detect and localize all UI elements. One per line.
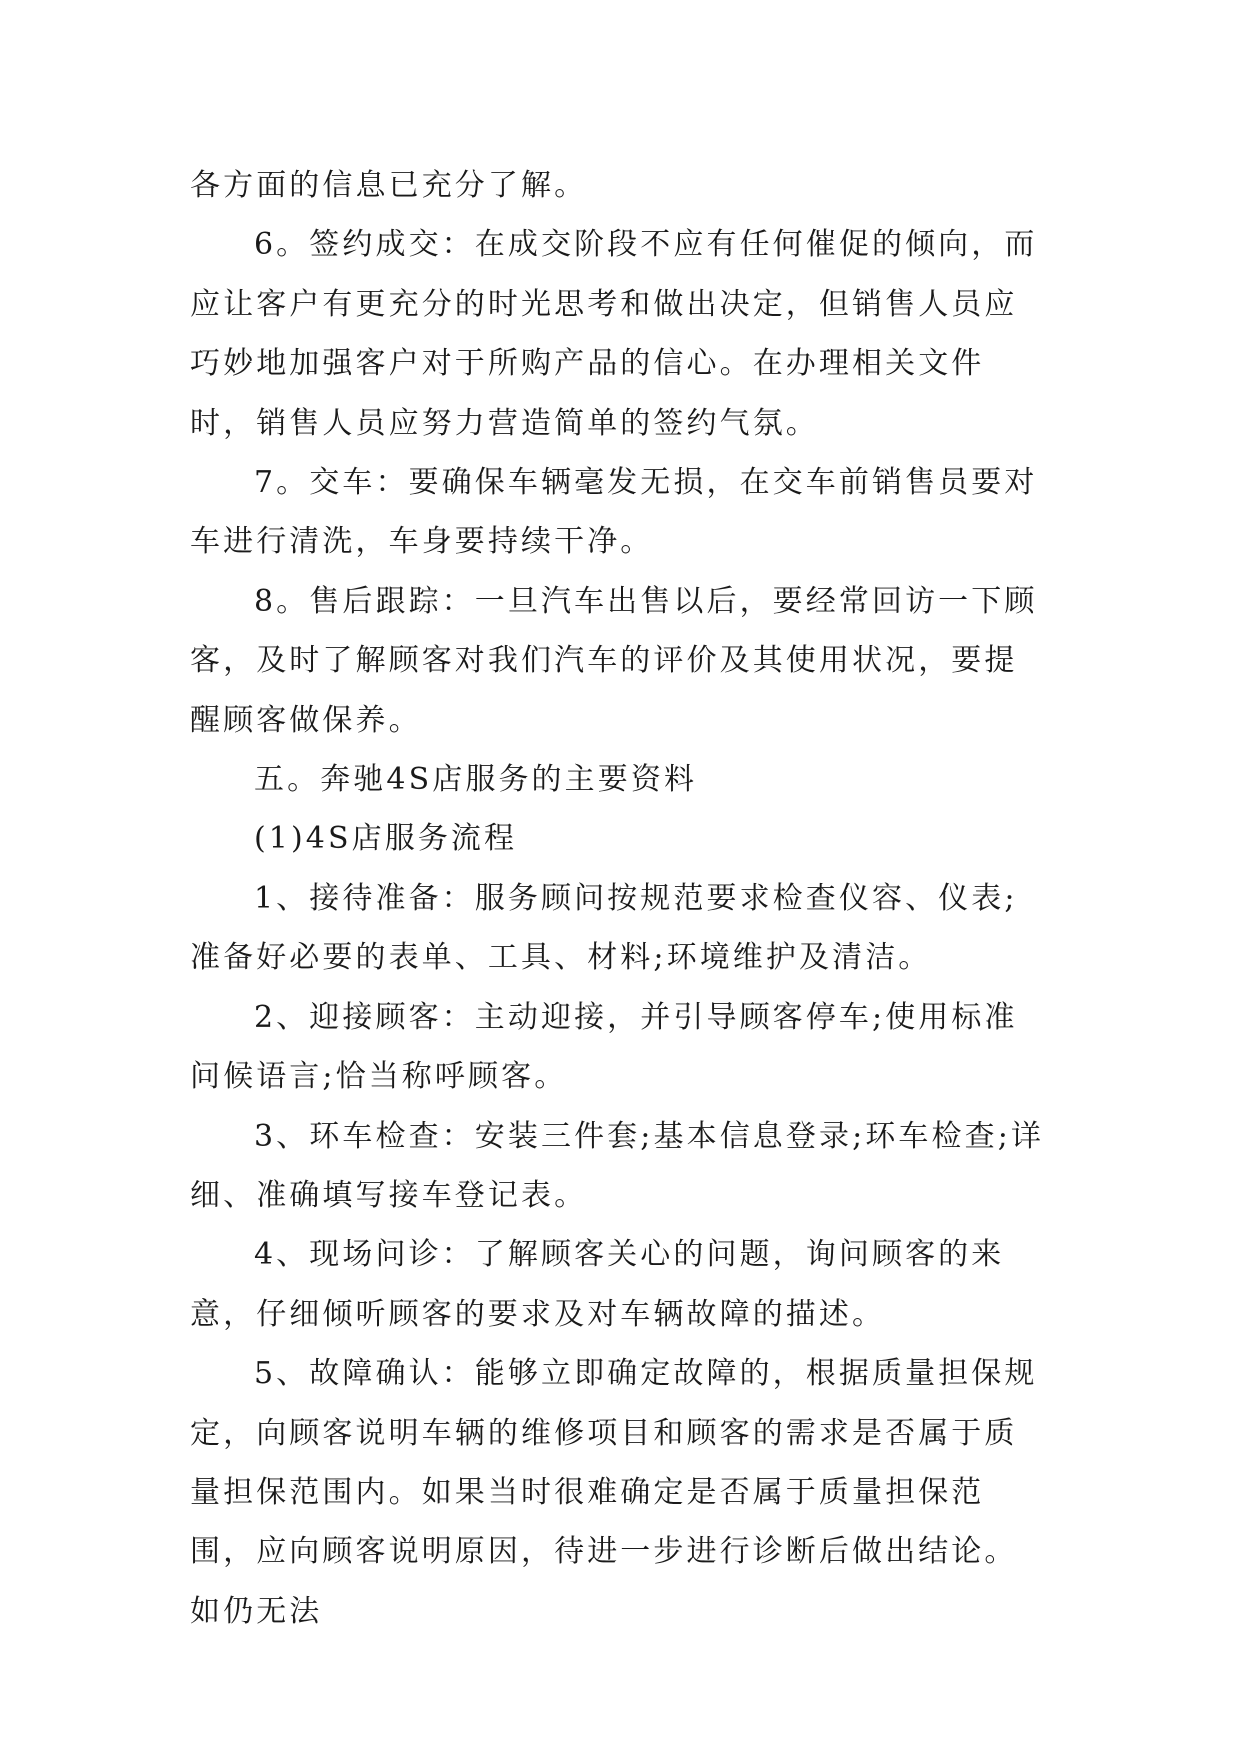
paragraph-delivery: 7。交车：要确保车辆毫发无损，在交车前销售员要对车进行清洗，车身要持续干净。 bbox=[190, 465, 1038, 560]
section-heading: 五。奔驰4S店服务的主要资料 bbox=[254, 762, 698, 798]
paragraph-step-3: 3、环车检查：安装三件套;基本信息登录;环车检查;详细、准确填写接车登记表。 bbox=[190, 1118, 1045, 1213]
paragraph-step-1: 1、接待准备：服务顾问按规范要求检查仪容、仪表;准备好必要的表单、工具、材料;环境维护及清洁。 bbox=[190, 880, 1018, 976]
paragraph-step-5: 5、故障确认：能够立即确定故障的，根据质量担保规定，向顾客说明车辆的维修项目和顾客的需求是否属于质量担保范围内。如果当时很难确定是否属于质量担保范围，应向顾客说明原因，待进一步进行诊断后做出结论。如仍无法 bbox=[190, 1356, 1038, 1629]
paragraph-step-2: 2、迎接顾客：主动迎接，并引导顾客停车;使用标准问候语言;恰当称呼顾客。 bbox=[190, 999, 1018, 1095]
paragraph-after-sales: 8。售后跟踪：一旦汽车出售以后，要经常回访一下顾客，及时了解顾客对我们汽车的评价及其使用状况，要提醒顾客做保养。 bbox=[190, 583, 1038, 738]
paragraph-step-4: 4、现场问诊：了解顾客关心的问题，询问顾客的来意，仔细倾听顾客的要求及对车辆故障的描述。 bbox=[190, 1237, 1005, 1332]
paragraph-continuation: 各方面的信息已充分了解。 bbox=[190, 168, 588, 203]
document-page bbox=[190, 156, 1050, 1641]
paragraph-signing: 6。签约成交：在成交阶段不应有任何催促的倾向，而应让客户有更充分的时光思考和做出决定，但销售人员应巧妙地加强客户对于所购产品的信心。在办理相关文件时，销售人员应努力营造简单的签约气氛。 bbox=[190, 227, 1038, 441]
subsection-heading: (1)4S店服务流程 bbox=[254, 821, 518, 857]
